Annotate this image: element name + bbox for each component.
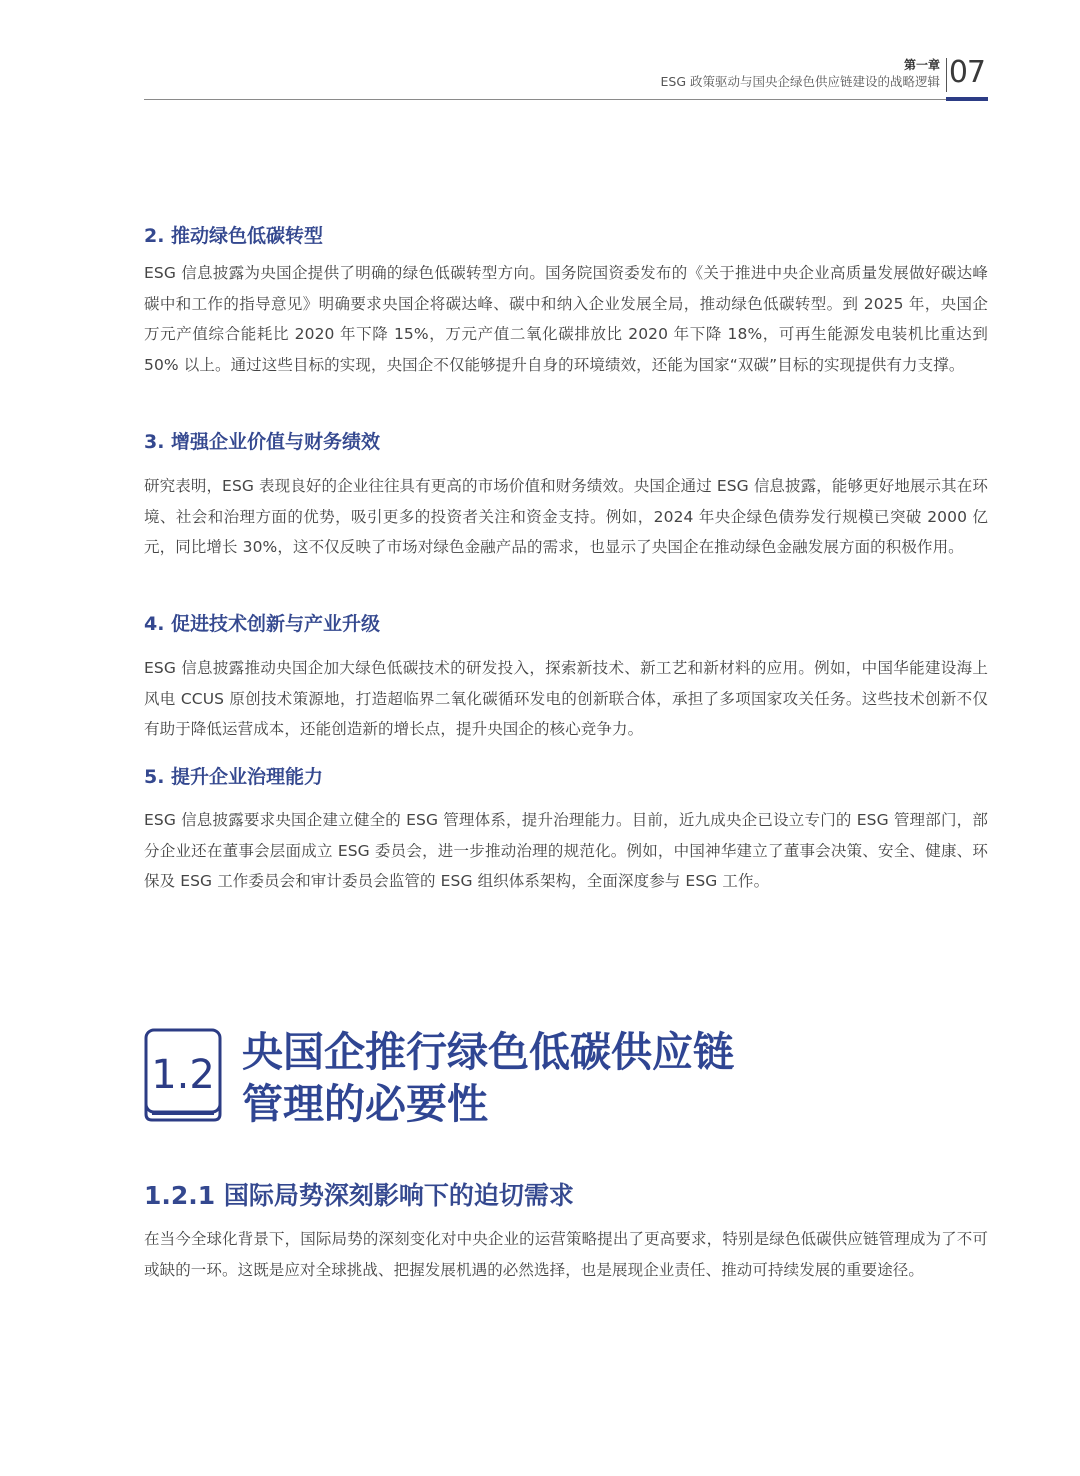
header-accent-bar [946,97,988,101]
header-rule [144,99,988,100]
subsection-paragraph: 在当今全球化背景下，国际局势的深刻变化对中央企业的运营策略提出了更高要求，特别是绿色低碳供应链管理成为了不可或缺的一环。这既是应对全球挑战、把握发展机遇的必然选择，也是展现企业责任、推动可持续发展的重要途径。 [144,1230,988,1279]
chapter-label: 第一章 [903,58,940,72]
paragraph-enterprise-value: 研究表明，ESG 表现良好的企业往往具有更高的市场价值和财务绩效。央国企通过 ESG 信息披露，能够更好地展示其在环境、社会和治理方面的优势，吸引更多的投资者关注和资金支持。例如，2024 年央企绿色债券发行规模已突破 2000 亿元，同比增长 30%，这不仅反映了市场对绿色金融产品的需求，也显示了央国企在推动绿色金融发展方面的积极作用。 [144,477,988,556]
section-title [242,1026,734,1130]
section-1-2-heading [144,1026,988,1126]
heading-tech-innovation: 4. 促进技术创新与产业升级 [144,613,381,635]
page-number: 07 [948,55,985,90]
section-title-line-1: 央国企推行绿色低碳供应链 [242,1028,734,1076]
heading-governance: 5. 提升企业治理能力 [144,766,324,788]
subsection-heading: 1.2.1 国际局势深刻影响下的迫切需求 [144,1181,574,1210]
section-title-line-2: 管理的必要性 [242,1080,488,1128]
header-separator [946,58,947,92]
chapter-subtitle: ESG 政策驱动与国央企绿色供应链建设的战略逻辑 [660,74,940,89]
page-header [144,56,988,104]
section-number: 1.2 [151,1052,215,1098]
heading-enterprise-value: 3. 增强企业价值与财务绩效 [144,431,381,453]
heading-green-transition: 2. 推动绿色低碳转型 [144,225,324,247]
section-number-badge [144,1028,222,1122]
paragraph-tech-innovation: ESG 信息披露推动央国企加大绿色低碳技术的研发投入，探索新技术、新工艺和新材料的应用。例如，中国华能建设海上风电 CCUS 原创技术策源地，打造超临界二氧化碳循环发电的创新联合体，承担了多项国家攻关任务。这些技术创新不仅有助于降低运营成本，还能创造新的增长点，提升央国企的核心竞争力。 [144,659,988,738]
subsection-1-2-1 [144,1178,988,1285]
paragraph-green-transition: ESG 信息披露为央国企提供了明确的绿色低碳转型方向。国务院国资委发布的《关于推进中央企业高质量发展做好碳达峰碳中和工作的指导意见》明确要求央国企将碳达峰、碳中和纳入企业发展全局，推动绿色低碳转型。到 2025 年，央国企万元产值综合能耗比 2020 年下降 15%，万元产值二氧化碳排放比 2020 年下降 18%，可再生能源发电装机比重达到 50% 以上。通过这些目标的实现，央国企不仅能够提升自身的环境绩效，还能为国家“双碳”目标的实现提供有力支撑。 [144,264,988,374]
running-header-text [661,58,941,91]
paragraph-governance: ESG 信息披露要求央国企建立健全的 ESG 管理体系，提升治理能力。目前，近九成央企已设立专门的 ESG 管理部门，部分企业还在董事会层面成立 ESG 委员会，进一步推动治理的规范化。例如，中国神华建立了董事会决策、安全、健康、环保及 ESG 工作委员会和审计委员会监管的 ESG 组织体系架构，全面深度参与 ESG 工作。 [144,811,988,890]
